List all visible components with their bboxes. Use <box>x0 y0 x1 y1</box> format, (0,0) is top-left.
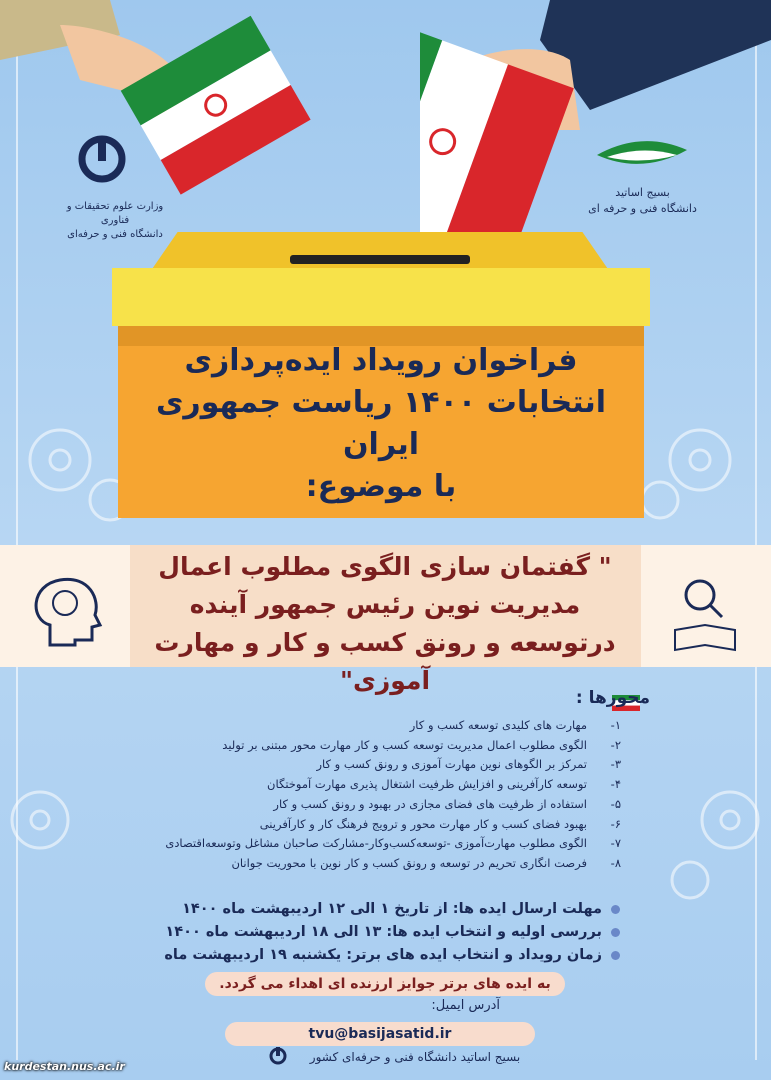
topic-text <box>130 548 640 700</box>
university-logo-icon <box>78 135 126 183</box>
list-item: ۱-مهارت های کلیدی توسعه کسب و کار <box>409 718 621 732</box>
right-logo-text: بسیج اساتید دانشگاه فنی و حرفه ای <box>588 186 697 215</box>
list-item: ۴-توسعه کارآفرینی و افزایش ظرفیت اشتغال پذیری مهارت آموختگان <box>267 777 621 792</box>
basij-logo-icon <box>592 135 692 185</box>
title-line-3: با موضوع: <box>305 469 457 504</box>
ballot-box-lid-back <box>150 232 610 272</box>
brain-head-icon <box>20 565 110 655</box>
title-line-1: فراخوان رویداد ایده‌پردازی <box>184 343 578 378</box>
schedule-row: زمان رویداد و انتخاب ایده های برتر: یکشنبه ۱۹ اردیبهشت ماه <box>80 944 620 967</box>
book-search-icon <box>660 565 750 655</box>
title-line-2: انتخابات ۱۴۰۰ ریاست جمهوری ایران <box>155 385 607 462</box>
topic-line-2: مدیریت نوین رئیس جمهور آینده <box>189 590 581 619</box>
email-label: آدرس ایمیل: <box>431 998 500 1013</box>
list-item: ۳-تمرکز بر الگوهای نوین مهارت آموزی و رونق کسب و کار <box>316 757 621 772</box>
ballot-box-lid <box>112 268 650 326</box>
list-item: ۵-استفاده از ظرفیت های فضای مجازی در بهبود و رونق کسب و کار <box>273 796 621 811</box>
left-hand-flag-illustration <box>0 0 320 230</box>
schedule-row: مهلت ارسال ایده ها: از تاریخ ۱ الی ۱۲ اردیبهشت ماه ۱۴۰۰ <box>80 898 620 921</box>
footer-org: بسیج اساتید دانشگاه فنی و حرفه‌ای کشور <box>309 1050 521 1064</box>
schedule-row: بررسی اولیه و انتخاب ایده ها: ۱۳ الی ۱۸ اردیبهشت ماه ۱۴۰۰ <box>80 921 620 944</box>
axes-heading: محورها : <box>575 688 650 708</box>
list-item: ۷-الگوی مطلوب مهارت‌آموزی -توسعه‌کسب‌و‌کار-مشارکت صاحبان مشاغل و‌توسعه‌اقتصادی <box>165 836 621 851</box>
email-link[interactable]: tvu@basijasatid.ir <box>225 1022 535 1046</box>
list-item: ۸-فرصت انگاری تحریم در توسعه و رونق کسب و کار نوین با محوریت جوانان <box>231 855 621 870</box>
topic-line-1: " گفتمان سازی الگوی مطلوب اعمال <box>158 552 612 581</box>
footer-logo-icon <box>268 1046 288 1066</box>
list-item: ۶-بهبود فضای کسب و کار مهارت محور و ترویج فرهنگ کار و کارآفرینی <box>259 816 621 831</box>
prize-note: به ایده های برتر جوایز ارزنده ای اهداء می گردد. <box>205 972 565 996</box>
poster-title <box>118 340 644 508</box>
list-item: ۲-الگوی مطلوب اعمال مدیریت توسعه کسب و کار مهارت محور مبتنی بر تولید <box>222 737 621 752</box>
schedule <box>80 898 620 967</box>
left-logo-text: وزارت علوم تحقیقات و فناوری دانشگاه فنی و حرفه‌ای <box>66 201 164 240</box>
topic-line-3: درتوسعه و رونق کسب و کار و مهارت آموزی" <box>154 628 616 695</box>
ballot-slot <box>290 255 470 264</box>
watermark: kurdestan.nus.ac.ir <box>4 1060 125 1073</box>
axes-list <box>101 716 621 874</box>
